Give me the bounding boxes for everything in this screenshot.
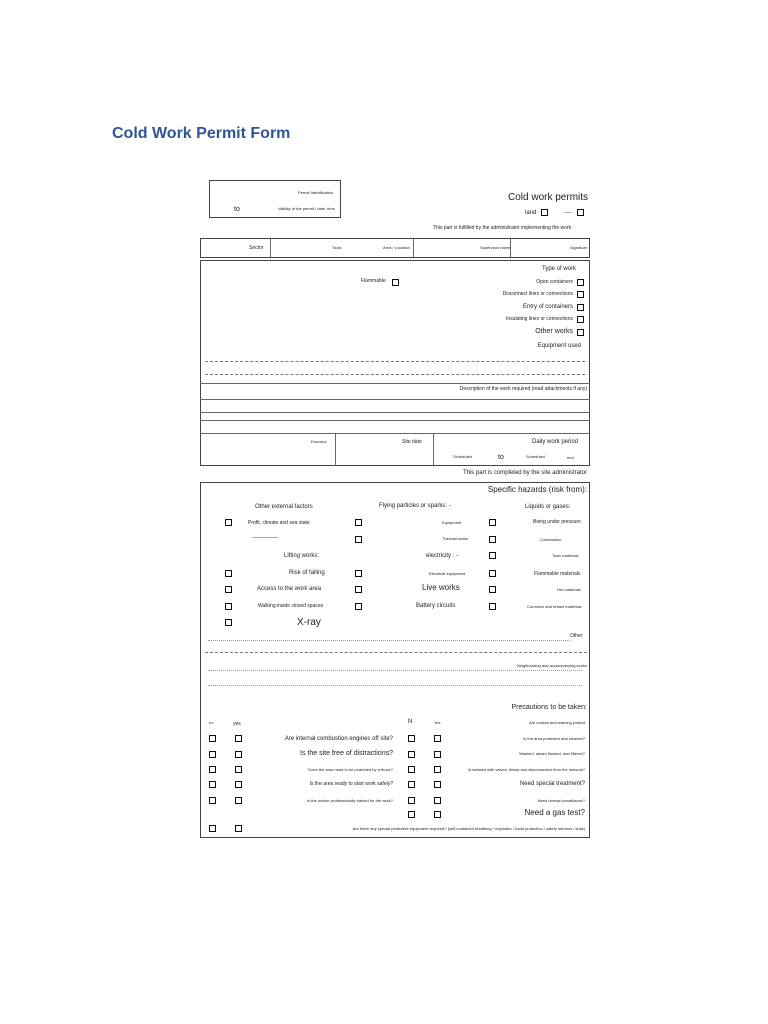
period-end-label: end	[567, 455, 574, 460]
hazard-toxic-label: Toxic materials	[552, 553, 579, 558]
precaution-special-treatment-label: Need special treatment?	[519, 781, 585, 787]
hazard-corrosive-checkbox[interactable]	[489, 603, 496, 610]
precaution-5-yes-right[interactable]	[434, 797, 441, 804]
lifting-works-head: Lifting works:	[284, 553, 320, 559]
hazard-access-label: Access to the work area	[257, 586, 322, 592]
electricity-head: electricity : -	[426, 553, 459, 559]
hazard-xray-checkbox[interactable]	[225, 619, 232, 626]
hazard-live-works-checkbox[interactable]	[355, 586, 362, 593]
hazard-flammable-checkbox[interactable]	[489, 570, 496, 577]
equipment-used-label: Equipment used	[537, 343, 581, 349]
tools-label: Tools	[332, 245, 342, 250]
period-to-label: to	[498, 454, 504, 461]
hazard-battery-label: Battery circuits	[416, 603, 456, 609]
precautions-col-yes2: Yes	[434, 720, 441, 725]
hazard-flammable-label: Flammable materials	[534, 571, 581, 577]
precaution-gas-test-label: Need a gas test?	[524, 808, 585, 817]
precaution-ppe-label: Are there any special protective equipment required? (self-contained breathing / respirator / hand protection / safety harness / suits)	[352, 826, 585, 831]
option-land-label: land	[525, 210, 537, 216]
hazard-equipment-label: Equipment	[442, 520, 462, 525]
precaution-5-yes[interactable]	[235, 797, 242, 804]
hazard-elec-equipment-checkbox[interactable]	[355, 570, 362, 577]
precaution-surveillance-label: Need normal surveillance?	[537, 798, 585, 803]
precaution-1-no-right[interactable]	[408, 735, 415, 742]
precaution-3-yes-right[interactable]	[434, 766, 441, 773]
precautions-col-no2: N	[408, 719, 413, 725]
precaution-distractions-label: Is the site free of distractions?	[300, 750, 393, 757]
hazard-live-works-label: Live works	[422, 583, 460, 592]
precaution-engines-label: Are internal combustion engines off site?	[284, 736, 393, 742]
precaution-4-yes-right[interactable]	[434, 781, 441, 788]
hazard-falling-label: Risk of falling	[289, 570, 325, 576]
validity-label: Validity of the permit / date, time	[278, 206, 335, 211]
precautions-heading: Precautions to be taken:	[511, 704, 587, 711]
permit-id-box	[209, 180, 341, 218]
precaution-ready-label: Is the area ready to start work safely?	[309, 781, 393, 787]
site-date-label: Site date	[402, 439, 422, 445]
type-open-containers: Open containers	[536, 279, 573, 285]
form-heading: Cold work permits	[508, 192, 589, 203]
precaution-isolated-label: Is isolated with valves, blinds and disconnected from the network?	[468, 767, 585, 772]
page-title: Cold Work Permit Form	[112, 125, 291, 142]
hazard-thermal-label: Thermal works	[442, 536, 469, 541]
sector-label: Sector	[249, 245, 264, 251]
hazard-falling-checkbox[interactable]	[225, 570, 232, 577]
precaution-fence-label: Does the area need to be protected by a fence?	[308, 767, 393, 772]
hazard-combustion-label: Combustion	[540, 537, 562, 542]
location-label: Area / Location	[383, 245, 410, 250]
precaution-1-no[interactable]	[209, 735, 216, 742]
type-disconnect-lines-checkbox[interactable]	[577, 291, 584, 298]
precaution-washed-label: Washed, steam flushed, and filtered?	[519, 751, 585, 756]
hazard-pressure-checkbox[interactable]	[489, 519, 496, 526]
type-other-works: Other works	[535, 328, 573, 335]
flammable-checkbox[interactable]	[392, 279, 399, 286]
option-land-checkbox[interactable]	[541, 209, 548, 216]
option-other-checkbox[interactable]	[577, 209, 584, 216]
supervisor-label: Supervisor name	[480, 245, 511, 250]
hazard-combustion-checkbox[interactable]	[489, 536, 496, 543]
neighbouring-works-label: Neighbouring and accompanying works	[516, 663, 587, 668]
hazard-access-checkbox[interactable]	[225, 586, 232, 593]
hazard-elec-equipment-label: Electrical equipment	[429, 571, 466, 576]
type-open-containers-checkbox[interactable]	[577, 279, 584, 286]
precaution-3-no[interactable]	[209, 766, 216, 773]
type-of-work-heading: Type of work	[542, 266, 577, 272]
hazard-climate-label: Profit, climate and sea state	[248, 520, 310, 526]
precaution-2-yes-right[interactable]	[434, 751, 441, 758]
precaution-6-no-right[interactable]	[408, 811, 415, 818]
precautions-col-yes: yes	[233, 721, 241, 727]
hazard-closed-spaces-checkbox[interactable]	[225, 603, 232, 610]
precaution-4-no-right[interactable]	[408, 781, 415, 788]
precautions-right-head: Are notices and warning posted	[528, 720, 585, 725]
hazard-thermal-checkbox[interactable]	[355, 536, 362, 543]
precaution-ppe-yes[interactable]	[235, 825, 242, 832]
type-disconnect-lines: Disconnect lines or connections	[502, 291, 573, 297]
signature-label: Signature	[570, 245, 588, 250]
permit-form-scan	[200, 178, 591, 838]
hazard-equipment-checkbox[interactable]	[355, 519, 362, 526]
precaution-1-yes[interactable]	[235, 735, 242, 742]
precautions-col-no: no	[209, 720, 214, 725]
precaution-2-yes[interactable]	[235, 751, 242, 758]
type-entry-containers: Entry of containers	[522, 304, 573, 310]
precaution-5-no-right[interactable]	[408, 797, 415, 804]
precaution-5-no[interactable]	[209, 797, 216, 804]
hazard-closed-spaces-label: Walking inside closed spaces	[258, 603, 324, 609]
precaution-trained-label: Is the worker professionally trained for the work?	[306, 798, 393, 803]
precaution-4-yes[interactable]	[235, 781, 242, 788]
precaution-2-no-right[interactable]	[408, 751, 415, 758]
hazard-xray-label: X-ray	[297, 617, 321, 628]
precaution-3-no-right[interactable]	[408, 766, 415, 773]
hazard-battery-checkbox[interactable]	[355, 603, 362, 610]
hazards-col2-head: Flying particles or sparks: -	[379, 503, 451, 509]
precaution-3-yes[interactable]	[235, 766, 242, 773]
precaution-ppe-no[interactable]	[209, 825, 216, 832]
hazard-hot-label: Hot materials	[557, 587, 581, 592]
precaution-1-yes-right[interactable]	[434, 735, 441, 742]
precaution-6-yes-right[interactable]	[434, 811, 441, 818]
type-insulating-lines-checkbox[interactable]	[577, 316, 584, 323]
admin-implement-note: This part is fulfilled by the administrator implementing the work	[433, 225, 572, 231]
hazard-corrosive-label: Corrosive and irritant materials	[527, 604, 582, 609]
hazards-col1-head: Other external factors	[255, 504, 313, 510]
flammable-label: Flammable	[361, 278, 386, 284]
executor-label: Executor	[311, 439, 327, 444]
hazard-other-dashes: -------------	[252, 535, 278, 541]
hazard-other-label: Other	[570, 633, 583, 639]
type-entry-containers-checkbox[interactable]	[577, 304, 584, 311]
site-admin-note: This part is completed by the site administrator	[462, 470, 587, 476]
option-other-label: ----	[564, 210, 572, 216]
hazards-heading: Specific hazards (risk from):	[487, 485, 587, 494]
hazard-hot-checkbox[interactable]	[489, 586, 496, 593]
to-label: to	[234, 206, 240, 213]
daily-period-label: Daily work period	[532, 439, 579, 445]
period-to-value: Scheduled	[526, 454, 545, 459]
permit-id-label: Permit Identification	[298, 190, 334, 195]
hazards-col3-head: Liquids or gases:	[525, 504, 571, 510]
type-insulating-lines: Insulating lines or connections	[506, 316, 573, 322]
hazard-pressure-label: Being under pressure	[533, 519, 581, 525]
hazard-climate-checkbox[interactable]	[225, 519, 232, 526]
period-from-label: Scheduled	[453, 454, 472, 459]
precaution-2-no[interactable]	[209, 751, 216, 758]
hazard-toxic-checkbox[interactable]	[489, 552, 496, 559]
precaution-4-no[interactable]	[209, 781, 216, 788]
precaution-protected-label: Is the area protected and cleaned?	[523, 736, 585, 741]
work-description-label: Description of the work required (read attachments if any)	[459, 386, 587, 392]
type-other-works-checkbox[interactable]	[577, 329, 584, 336]
